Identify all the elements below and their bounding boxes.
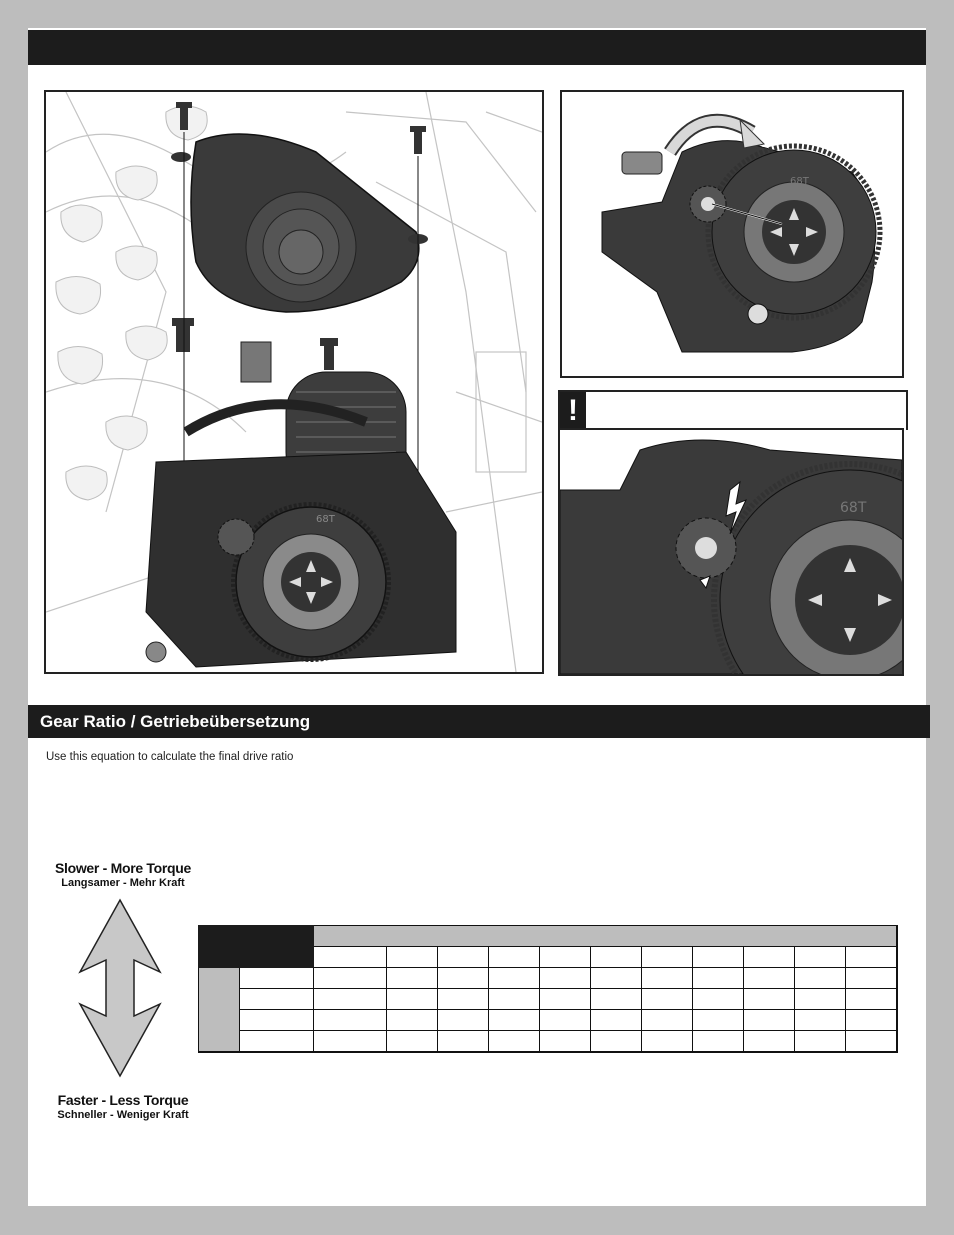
- table-cell: [387, 1010, 438, 1031]
- spur-gear-tooth-count: 68T: [316, 514, 335, 525]
- table-cell: [591, 1010, 642, 1031]
- table-cell: [314, 1031, 387, 1053]
- double-arrow-icon: [78, 898, 162, 1078]
- table-cell: [489, 947, 540, 968]
- table-cell: [795, 989, 846, 1010]
- faster-label: [38, 1092, 208, 1121]
- table-cell: [693, 1010, 744, 1031]
- table-row: [199, 968, 898, 989]
- table-row: [199, 989, 898, 1010]
- table-cell: [744, 989, 795, 1010]
- table-cell: [314, 968, 387, 989]
- table-cell: [846, 989, 898, 1010]
- table-cell: [642, 1010, 693, 1031]
- spur-gear-label: 68T: [790, 176, 809, 187]
- table-cell: [744, 968, 795, 989]
- motor-can: [622, 152, 662, 174]
- gear-mesh-detail: [560, 90, 904, 378]
- table-cell: [693, 1031, 744, 1053]
- table-cell: [795, 947, 846, 968]
- faster-label-main: Faster - Less Torque: [57, 1092, 189, 1108]
- intro-text: Use this equation to calculate the final drive ratio: [46, 751, 294, 763]
- table-cell: [438, 968, 489, 989]
- assembly-illustration: [44, 90, 544, 674]
- table-cell: [240, 968, 314, 989]
- table-cell: [387, 947, 438, 968]
- table-cell: [540, 1031, 591, 1053]
- table-cell: [591, 947, 642, 968]
- table-cell: [642, 968, 693, 989]
- table-cell: [489, 1010, 540, 1031]
- table-cell: [642, 1031, 693, 1053]
- table-cell: [540, 947, 591, 968]
- table-side-header: [199, 968, 240, 1053]
- table-cell: [438, 1010, 489, 1031]
- table-cell: [489, 1031, 540, 1053]
- table-cell: [693, 968, 744, 989]
- table-cell: [387, 1031, 438, 1053]
- gear-mesh-warning-detail: [558, 428, 904, 676]
- table-row: [199, 1010, 898, 1031]
- table-cell: [744, 947, 795, 968]
- top-header-bar: [28, 30, 926, 65]
- table-cell: [693, 947, 744, 968]
- table-cell: [240, 1010, 314, 1031]
- table-row: [199, 926, 898, 947]
- table-cell: [642, 947, 693, 968]
- table-cell: [314, 989, 387, 1010]
- exclamation-icon: !: [560, 392, 586, 430]
- table-cell: [240, 989, 314, 1010]
- slower-label-sub: Langsamer - Mehr Kraft: [61, 877, 185, 889]
- slower-label-main: Slower - More Torque: [54, 860, 192, 876]
- faster-label-sub: Schneller - Weniger Kraft: [57, 1109, 189, 1121]
- table-cell: [591, 989, 642, 1010]
- table-cell: [540, 1010, 591, 1031]
- table-cell: [489, 968, 540, 989]
- slower-label: [38, 860, 208, 889]
- table-cell: [591, 1031, 642, 1053]
- table-corner: [199, 926, 314, 968]
- table-cell: [795, 968, 846, 989]
- table-row: [199, 1031, 898, 1053]
- table-cell: [795, 1010, 846, 1031]
- table-cell: [438, 947, 489, 968]
- table-cell: [387, 989, 438, 1010]
- table-header: [314, 926, 898, 947]
- table-cell: [438, 989, 489, 1010]
- table-cell: [591, 968, 642, 989]
- table-cell: [438, 1031, 489, 1053]
- table-cell: [540, 989, 591, 1010]
- table-cell: [744, 1031, 795, 1053]
- table-cell: [387, 968, 438, 989]
- table-cell: [540, 968, 591, 989]
- table-cell: [846, 1031, 898, 1053]
- section-title: Gear Ratio / Getriebeübersetzung: [28, 705, 930, 738]
- table-cell: [744, 1010, 795, 1031]
- table-cell: [795, 1031, 846, 1053]
- table-cell: [693, 989, 744, 1010]
- warning-header: [558, 390, 908, 430]
- table-cell: [846, 968, 898, 989]
- gear-ratio-table: [198, 925, 898, 1053]
- spur-gear-label-large: 68T: [840, 500, 867, 516]
- table-cell: [846, 1010, 898, 1031]
- table-cell: [846, 947, 898, 968]
- page: [28, 28, 926, 1206]
- table-cell: [314, 947, 387, 968]
- table-cell: [314, 1010, 387, 1031]
- table-cell: [489, 989, 540, 1010]
- table-cell: [240, 1031, 314, 1053]
- table-cell: [642, 989, 693, 1010]
